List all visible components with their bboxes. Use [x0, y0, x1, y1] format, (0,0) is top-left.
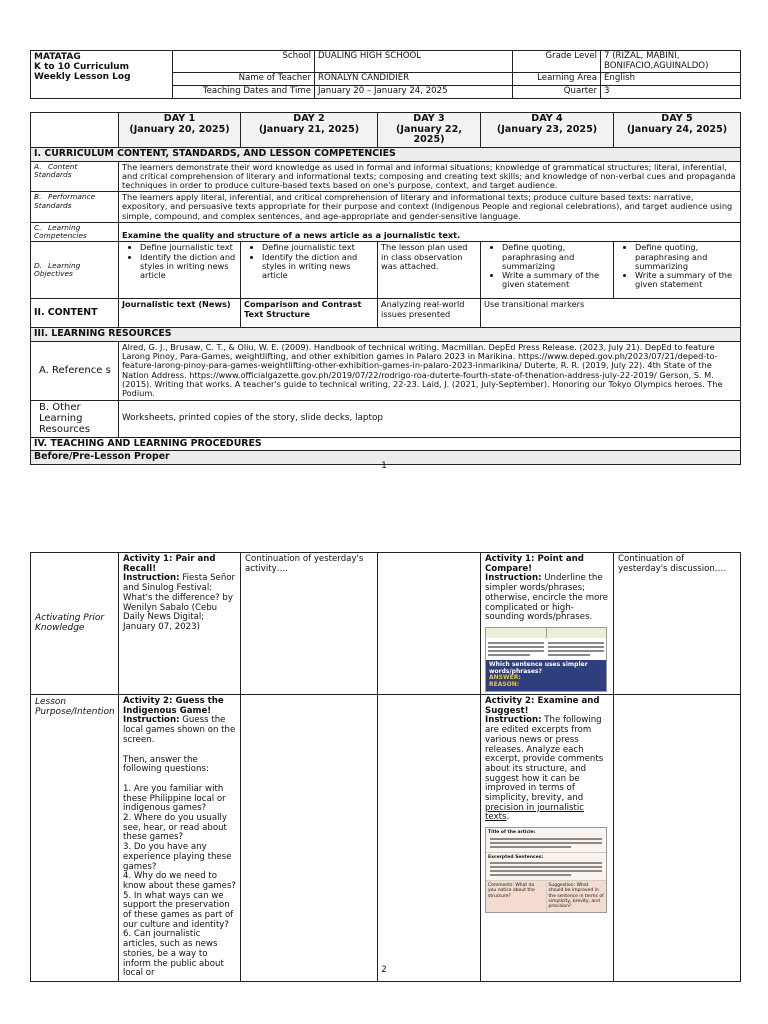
- act2-question: 4. Why do we need to know about these games?: [123, 871, 236, 891]
- competencies-label-text: Learning Competencies: [34, 222, 87, 241]
- day4-header: [481, 113, 614, 148]
- dates-value: January 20 – January 24, 2025: [315, 85, 513, 98]
- performance-letter: B.: [34, 192, 42, 202]
- act2-instruction: [123, 716, 236, 745]
- day1-header: [119, 113, 241, 148]
- purpose-day4: [481, 694, 614, 981]
- act1-title: Activity 1: Pair and Recall!: [123, 554, 216, 574]
- school-value: DUALING HIGH SCHOOL: [315, 51, 513, 73]
- day5-date: (January 24, 2025): [626, 123, 728, 135]
- purpose-day2: [241, 694, 378, 981]
- day1-label: DAY 1: [163, 113, 196, 124]
- purpose-day3: [378, 694, 481, 981]
- content-standards-text: The learners demonstrate their word knowledge as used in formal and informal situations; knowledge of grammatical structures; literal, inferential, and critical comprehension of literary and informational texts; composing and creating text skills; and knowledge of non-verbal cues and propaganda techniques in order to produce culture-based texts based on one's purpose, context, and target audience.: [119, 161, 741, 192]
- act2-instruction-label: Instruction:: [123, 715, 180, 726]
- act2-title: Activity 2: Guess the Indigenous Game!: [123, 695, 224, 716]
- excerpt-thumbnail: [485, 827, 607, 913]
- content-day1: Journalistic text (News): [119, 299, 241, 328]
- day3-header: [378, 113, 481, 148]
- weekly-log-table: [30, 112, 741, 465]
- activating-day4: [481, 553, 614, 695]
- thumb-body: [486, 638, 606, 660]
- objectives-day4: [481, 242, 614, 299]
- objective-item: • Define journalistic text: [140, 243, 237, 252]
- header-title-line3: Weekly Lesson Log: [34, 72, 131, 83]
- day2-date: (January 21, 2025): [258, 123, 360, 135]
- page-number-1: 1: [381, 461, 387, 471]
- act1-instruction: [123, 574, 236, 632]
- other-resources-label: [31, 400, 119, 437]
- act2-then: Then, answer the following questions:: [123, 754, 209, 775]
- purpose-label: Lesson Purpose/Intention: [31, 694, 119, 981]
- grade-value: 7 (RIZAL, MABINI, BONIFACIO,AGUINALDO): [601, 51, 741, 73]
- procedures-table: [30, 552, 741, 982]
- day4-act1-instruction: [485, 574, 609, 623]
- day3-date: (January 22, 2025): [396, 123, 462, 146]
- day2-header: [241, 113, 378, 148]
- objective-item: • Define quoting, paraphrasing and summarizing: [502, 243, 610, 271]
- objectives-day2: [241, 242, 378, 299]
- act2-question: 1. Are you familiar with these Philippine local or indigenous games?: [123, 783, 226, 814]
- day4-act2-instruction-text: The following are edited excerpts from various news or press releases. Analyze each excerpt, provide comments about its structure, and suggest how it can be improved in terms of simplicity, brevity, and: [485, 715, 604, 804]
- quarter-value: 3: [601, 85, 741, 98]
- competencies-text: Examine the quality and structure of a news article as a journalistic text.: [119, 222, 741, 242]
- school-label: School: [173, 51, 315, 73]
- header-table: [30, 50, 741, 99]
- content-day2: Comparison and Contrast Text Structure: [241, 299, 378, 328]
- objective-item: • Write a summary of the given statement: [635, 271, 737, 289]
- day5-header: [614, 113, 741, 148]
- dates-label: Teaching Dates and Time: [173, 85, 315, 98]
- objectives-day3: The lesson plan used in class observation was attached.: [378, 242, 481, 299]
- act2-question: 2. Where do you usually see, hear, or read about these games?: [123, 813, 227, 843]
- objectives-letter: D.: [34, 261, 43, 271]
- other-letter: B.: [39, 401, 50, 413]
- performance-label-text: Performance Standards: [34, 192, 96, 210]
- objectives-day1: [119, 242, 241, 299]
- day4-act2-title: Activity 2: Examine and Suggest!: [485, 695, 600, 716]
- teacher-value: RONALYN CANDIDIER: [315, 73, 513, 86]
- content-standards-label-text: Content Standards: [34, 161, 78, 180]
- competencies-letter: C.: [34, 222, 42, 232]
- objectives-day5: [614, 242, 741, 299]
- content-day45: Use transitional markers: [481, 299, 741, 328]
- objective-item: • Identify the diction and styles in writing news article: [140, 253, 237, 281]
- day4-act2-underlined: precision in journalistic texts: [485, 802, 584, 823]
- area-label: Learning Area: [513, 73, 601, 86]
- reference-text: Alred, G. J., Brusaw, C. T., & Oliu, W. E. (2009). Handbook of technical writing. Macmillan. DepEd Press Release. (2023, July 21). DepEd to feature Larong Pinoy, Para-Games, weightlifting, and other exhibition games in Palaro 2023 in Marikina. https://www.deped.gov.ph/2023/07/21/deped-to-feature-larong-pinoy-para-games-weightlifting-other-exhibition-games-in-palaro-2023-inmarikina/ Duterte, R. R. (2019, July 22). 4th State of the Nation Address. https://www.officialgazette.gov.ph/2019/07/22/rodrigo-roa-duterte-fourth-state-of-thenation-address-july-22-2019/ Gerson, S. M. (2015). Writing that works. A teacher's guide to technical writing, 22-23. Laid, J. (2021, July-September). Honoring our Tokyo Olympics heroes. The Podium.: [119, 341, 741, 400]
- content-day3: Analyzing real-world issues presented: [378, 299, 481, 328]
- thumb2-title: Title of the article:: [488, 830, 536, 836]
- objective-item: • Define quoting, paraphrasing and summarizing: [635, 243, 737, 271]
- activating-day5: Continuation of yesterday's discussion….: [614, 553, 741, 695]
- thumb-header: [486, 628, 606, 638]
- reference-label-text: Reference s: [52, 365, 111, 377]
- other-resources-text: Worksheets, printed copies of the story, slide decks, laptop: [119, 400, 741, 437]
- day1-date: (January 20, 2025): [129, 123, 230, 135]
- day4-date: (January 23, 2025): [496, 123, 598, 135]
- quarter-label: Quarter: [513, 85, 601, 98]
- day4-act1-instruction-text: Underline the simpler words/phrases; otherwise, encircle the more complicated or high-sounding words/phrases.: [485, 573, 608, 623]
- objective-item: • Identify the diction and styles in writing news article: [262, 253, 374, 281]
- section-procedures: IV. TEACHING AND LEARNING PROCEDURES: [31, 437, 741, 451]
- act1-instruction-label: Instruction:: [123, 573, 180, 584]
- act2-question: 6. Can journalistic articles, such as news stories, be a way to inform the public about local or: [123, 929, 224, 979]
- reference-label: [31, 341, 119, 400]
- thumb-question: Which sentence uses simpler words/phrases?: [489, 660, 588, 675]
- activating-day3: [378, 553, 481, 695]
- section-curriculum: I. CURRICULUM CONTENT, STANDARDS, AND LESSON COMPETENCIES: [31, 148, 741, 162]
- day4-act1-title: Activity 1: Point and Compare!: [485, 554, 584, 574]
- day3-label: DAY 3: [413, 113, 445, 124]
- content-standards-label: [31, 161, 119, 192]
- act2-question: 5. In what ways can we support the preservation of these games as part of our culture and identity?: [123, 890, 234, 930]
- day4-act1-instruction-label: Instruction:: [485, 573, 542, 584]
- thumb-answer: ANSWER:: [489, 674, 521, 682]
- corner-cell: [31, 113, 119, 148]
- objective-item: • Write a summary of the given statement: [502, 271, 610, 289]
- other-label-text: Other Learning Resources: [39, 401, 91, 436]
- competencies-label: [31, 222, 119, 242]
- day2-label: DAY 2: [293, 113, 325, 124]
- performance-standards-text: The learners apply literal, inferential, and critical comprehension of literary and informational texts; produce culture based texts: narrative, expository, and persuasive texts appropriate for their purpose and context (Indigenous People and regional celebrations), and target audience using simple, compound, and complex sentences, and age-appropriate and gender-sensitive language.: [119, 192, 741, 223]
- act1-instruction-text: Fiesta Señor and Sinulog Festival: What's the difference? by Wenilyn Sabalo (Cebu Daily News Digital; January 07, 2023): [123, 573, 236, 632]
- worksheet-thumbnail: [485, 627, 607, 692]
- header-title-line2: K to 10 Curriculum: [34, 62, 129, 73]
- section-resources: III. LEARNING RESOURCES: [31, 328, 741, 342]
- performance-standards-label: [31, 192, 119, 223]
- section-before: Before/Pre-Lesson Proper: [31, 451, 741, 465]
- objective-item: • Define journalistic text: [262, 243, 374, 252]
- area-value: English: [601, 73, 741, 86]
- content-standards-letter: A.: [34, 161, 42, 171]
- teacher-label: Name of Teacher: [173, 73, 315, 86]
- thumb2-comments: Comments: What do you notice about the structure?: [486, 881, 547, 912]
- activating-day2: Continuation of yesterday's activity….: [241, 553, 378, 695]
- activating-label: Activating Prior Knowledge: [31, 553, 119, 695]
- thumb2-excerpt: Excerpted Sentences:: [488, 854, 544, 860]
- day4-label: DAY 4: [531, 113, 563, 124]
- day4-act2-instruction: Instruction: The following are edited excerpts from various news or press releases. Analyze each excerpt, provide comments about its structure, and suggest how it can be improved in terms of simplicity, brevity, and precision in journalistic texts.: [485, 715, 604, 823]
- activating-day1: [119, 553, 241, 695]
- purpose-day5: [614, 694, 741, 981]
- day4-act2-instruction-label: Instruction:: [485, 715, 542, 726]
- thumb2-suggestion: Suggestion: What should be improved in the sentence in terms of simplicity, brevity, and precision?: [548, 882, 604, 910]
- objectives-label: [31, 242, 119, 299]
- thumb-reason: REASON:: [489, 681, 520, 689]
- thumb2-footer: [486, 880, 606, 912]
- purpose-day1: [119, 694, 241, 981]
- header-title: [31, 51, 173, 99]
- act2-instruction-text: Guess the local games shown on the screen.: [123, 715, 236, 745]
- act2-question: 3. Do you have any experience playing these games?: [123, 842, 232, 872]
- header-title-line1: MATATAG: [34, 52, 81, 62]
- section-content: II. CONTENT: [31, 299, 119, 328]
- thumb-footer: [486, 660, 606, 691]
- thumb2-title-block: [486, 828, 606, 851]
- page-number-2: 2: [381, 965, 387, 975]
- grade-label: Grade Level: [513, 51, 601, 73]
- day5-label: DAY 5: [661, 113, 693, 124]
- objectives-label-text: Learning Objectives: [34, 261, 81, 279]
- reference-letter: A.: [39, 365, 49, 377]
- thumb2-excerpt-block: [486, 852, 606, 880]
